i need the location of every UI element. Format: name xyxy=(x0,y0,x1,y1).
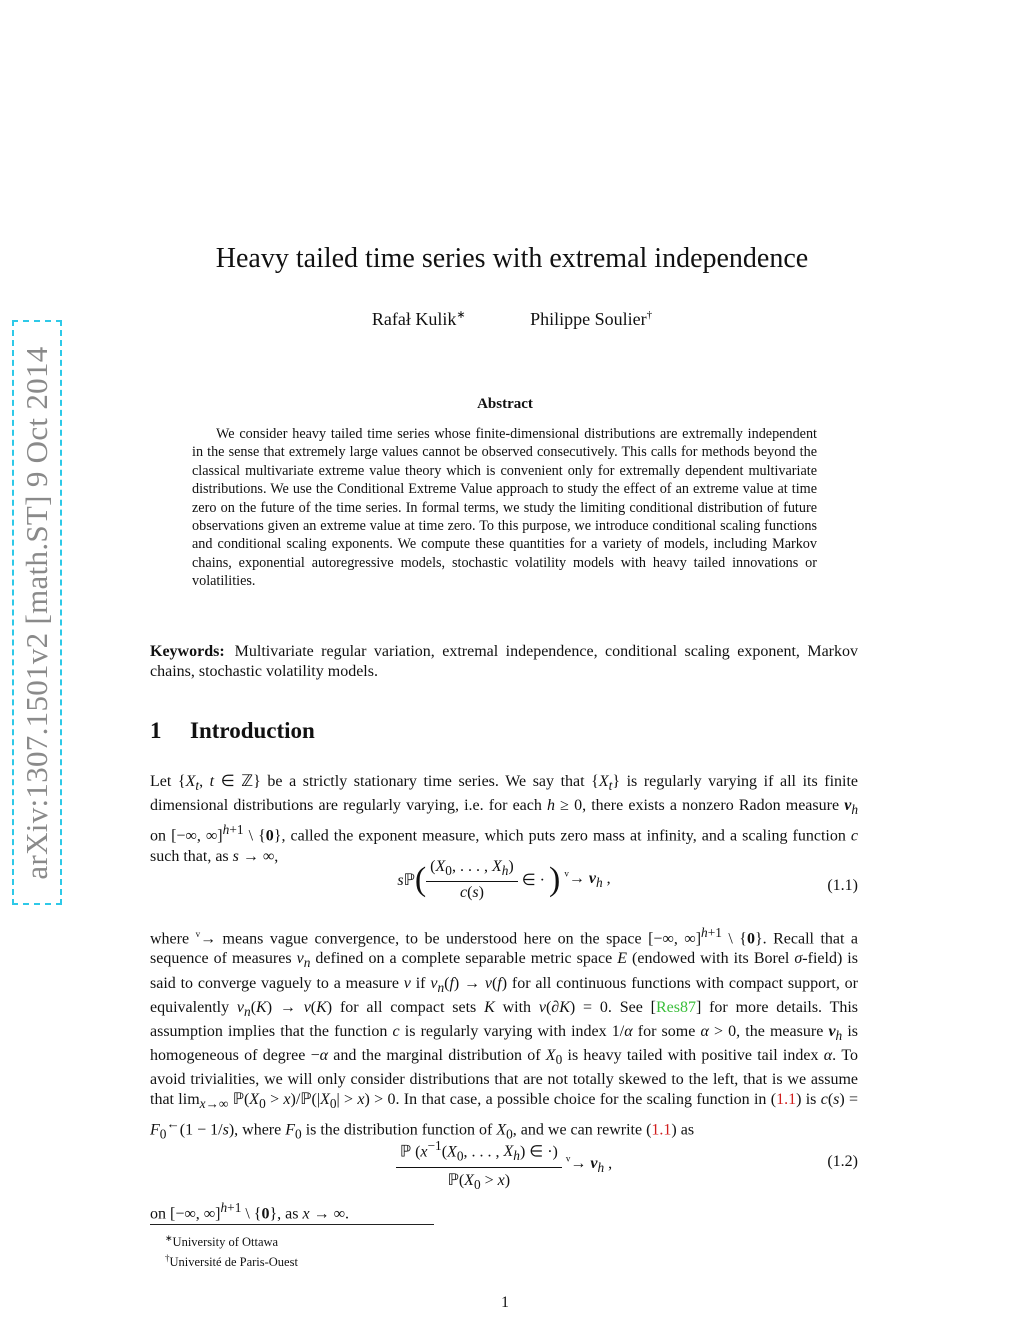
keywords-text: Multivariate regular variation, extremal independence, conditional scaling exponent, Markov chains, stochastic volatility models. xyxy=(150,643,858,680)
author-2 xyxy=(530,309,652,330)
intro-paragraph-2: where $^v$→ means vague convergence, to be understood here on the space [−∞, ∞]$^{h+1}$ \ {0}. Recall that a sequence of measures $\nu_n$ defined on a complete separable metric space E (endowed with its Borel σ-field) is said to converge vaguely to a measure ν if $\nu_n(f) \to \nu(f)$ for all continuous functions with compact support, or equivalently $\nu_n(K) \to \nu(K)$ for all compact sets K with ν(∂K) = 0. See [Res87] for more details. This assumption implies that the function c is regularly varying with index 1/α for some α > 0, the measure $\nu_h$ is homogeneous of degree −α and the marginal distribution of $X_0$ is heavy tailed with positive tail index α. To avoid trivialities, we will only consider distributions that are not totally skewed to the left, that is we assume that $\lim_{x\to\infty}$ $ℙ(X_0$ > $x)/ℙ(|X_0| > x) > 0$. In that case, a possible choice for the scaling function in (1.1) is $c(s) = F_0^\leftarrow(1 - 1/s)$, where $F_0$ is the distribution function of $X_0$, and we can rewrite (1.1) as xyxy=(150,925,859,1142)
keywords-label: Keywords: xyxy=(150,643,225,660)
author-1-name: Rafał Kulik xyxy=(371,309,457,329)
footnote-rule xyxy=(150,1224,434,1225)
footnote-1 xyxy=(165,1230,298,1250)
footnotes xyxy=(165,1230,298,1270)
author-2-name: Philippe Soulier xyxy=(530,309,647,329)
author-list xyxy=(0,308,1024,330)
page-number: 1 xyxy=(501,1294,509,1311)
equation-1-2 xyxy=(150,1138,858,1192)
footnote-2-mark: † xyxy=(165,1253,170,1264)
citation-res87[interactable]: Res87 xyxy=(655,998,696,1016)
section-heading xyxy=(150,718,315,744)
footnote-1-mark: ∗ xyxy=(165,1233,173,1243)
arxiv-identifier: arXiv:1307.1501v2 [math.ST] 9 Oct 2014 xyxy=(19,345,54,880)
intro-paragraph-1: Let {$X_t$, t ∈ ℤ} be a strictly stationary time series. We say that $\{X_t\}$ is regularly varying if all its finite dimensional distributions are regularly varying, i.e. for each h ≥ 0, there exists a nonzero Radon measure $\nu_h$ on [−∞, ∞]$^{h+1}$ \ {0}, called the exponent measure, which puts zero mass at infinity, and a scaling function c such that, as s → ∞, xyxy=(150,773,859,865)
footnote-2-text: Université de Paris-Ouest xyxy=(169,1255,298,1270)
footnote-1-text: University of Ottawa xyxy=(172,1235,279,1250)
intro-paragraph-3: on [−∞, ∞]$^{h+1}$ \ {0}, as x → ∞. xyxy=(150,1200,350,1223)
keywords xyxy=(150,642,858,681)
author-2-mark: † xyxy=(646,309,653,321)
eq-ref-1-1-b[interactable]: 1.1 xyxy=(651,1121,672,1139)
equation-1-1 xyxy=(150,858,858,914)
author-1 xyxy=(372,308,466,330)
eq-ref-1-1-a[interactable]: 1.1 xyxy=(776,1091,797,1109)
section-number: 1 xyxy=(150,718,162,743)
author-1-mark: ∗ xyxy=(456,309,466,321)
equation-number-1-1: (1.1) xyxy=(827,877,858,894)
equation-number-1-2: (1.2) xyxy=(827,1153,858,1170)
abstract-text: We consider heavy tailed time series whose finite-dimensional distributions are extremally independent in the sense that extremely large values cannot be observed consecutively. This calls for methods beyond the classical multivariate extreme value theory which is convenient only for extremally dependent multivariate distributions. We use the Conditional Extreme Value approach to study the effect of an extreme value at time zero on the future of the time series. In formal terms, we study the limiting conditional distribution of future observations given an extreme value at time zero. To this purpose, we introduce conditional scaling functions and conditional scaling exponents. We compute these quantities for a variety of models, including Markov chains, exponential autoregressive models, stochastic volatility models with heavy tailed innovations or volatilities. xyxy=(192,426,817,590)
equation-1-1-body: sℙ( $\frac{(X_0, . . . , X_h)}{c(s)}$ ∈ · ) $^v\to \nu_h$ , xyxy=(397,858,611,902)
abstract-heading: Abstract xyxy=(477,396,533,412)
section-title: Introduction xyxy=(190,718,315,743)
equation-1-2-body: $\frac{ℙ (x^{-1}(X_0, . . . , X_h) \in \cdot)}{ℙ(X_0 > x)}$ $^v\to \nu_h$ , xyxy=(150,1138,858,1193)
paper-title: Heavy tailed time series with extremal independence xyxy=(215,243,809,274)
footnote-2 xyxy=(165,1250,298,1270)
